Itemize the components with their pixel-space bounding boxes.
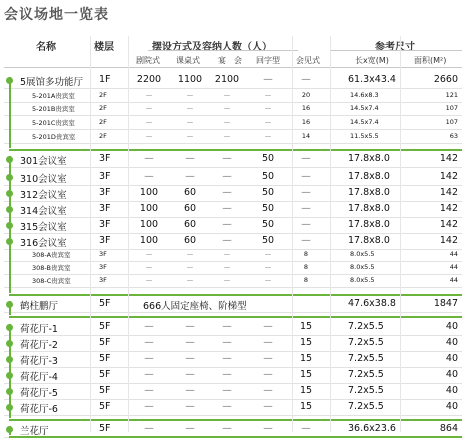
capacity-cell: —: [222, 235, 232, 246]
venue-floor: 3F: [99, 235, 111, 246]
venue-area: 142: [439, 171, 458, 182]
capacity-cell: —: [301, 235, 311, 246]
group-divider: [9, 294, 462, 296]
venue-floor: 3F: [99, 203, 111, 214]
row-divider: [4, 102, 462, 103]
column-divider: [292, 36, 293, 432]
capacity-cell: —: [223, 250, 231, 258]
capacity-cell: —: [144, 385, 154, 396]
row-divider: [4, 274, 462, 275]
row-divider: [4, 399, 462, 400]
venue-floor: 3F: [99, 263, 107, 271]
group-divider: [9, 419, 462, 421]
header-classroom: 课桌式: [176, 56, 200, 65]
capacity-cell: 100: [139, 219, 159, 230]
venue-name: 308-A贵宾室: [32, 251, 71, 259]
capacity-cell: —: [145, 118, 153, 126]
venue-name: 5展馆多功能厅: [20, 77, 84, 88]
row-divider: [4, 287, 462, 288]
capacity-cell: —: [185, 153, 195, 164]
header-floor: 楼层: [94, 42, 114, 53]
venue-size: 8.0x5.5: [350, 250, 375, 258]
row-divider: [4, 217, 462, 218]
capacity-cell: —: [186, 118, 194, 126]
capacity-cell: —: [301, 187, 311, 198]
venue-area: 40: [445, 385, 458, 396]
venue-floor: 5F: [99, 385, 111, 396]
venue-area: 44: [449, 250, 458, 258]
capacity-cell: —: [263, 385, 273, 396]
header-layout: 摆设方式及容纳人数（人）: [152, 42, 272, 53]
capacity-cell: —: [144, 401, 154, 412]
capacity-cell: 15: [299, 385, 313, 396]
header-reference: 参考尺寸: [375, 42, 415, 53]
capacity-cell: —: [222, 171, 232, 182]
capacity-cell: 50: [261, 219, 275, 230]
venue-floor: 2F: [99, 91, 107, 99]
capacity-cell: 20: [301, 91, 311, 99]
capacity-cell: —: [144, 171, 154, 182]
capacity-cell: —: [263, 353, 273, 364]
capacity-cell: 60: [183, 203, 197, 214]
capacity-cell: —: [145, 132, 153, 140]
group-bracket: [9, 77, 11, 148]
capacity-cell: —: [144, 423, 154, 434]
venue-name: 荷花厅-1: [20, 324, 58, 335]
venue-name: 兰花厅: [20, 426, 49, 437]
capacity-cell: —: [223, 132, 231, 140]
venue-name: 316会议室: [20, 238, 67, 249]
venue-name: 5-201A贵宾室: [32, 92, 75, 100]
capacity-cell: 50: [261, 235, 275, 246]
row-divider: [4, 351, 462, 352]
capacity-cell: 100: [139, 235, 159, 246]
capacity-cell: —: [144, 353, 154, 364]
capacity-cell: —: [222, 187, 232, 198]
venue-size: 11.5x5.5: [350, 132, 379, 140]
group-bracket: [9, 324, 11, 418]
capacity-cell: 15: [299, 401, 313, 412]
column-divider: [400, 36, 401, 432]
venue-size: 17.8x8.0: [348, 235, 390, 246]
capacity-cell: 50: [261, 203, 275, 214]
capacity-cell: —: [145, 104, 153, 112]
capacity-cell: —: [186, 132, 194, 140]
venue-name: 荷花厅-2: [20, 340, 58, 351]
capacity-cell: —: [222, 203, 232, 214]
capacity-cell: —: [185, 321, 195, 332]
header-ushape: 回字型: [256, 56, 280, 65]
venue-size: 17.8x8.0: [348, 171, 390, 182]
column-divider: [330, 36, 331, 432]
capacity-cell: —: [185, 337, 195, 348]
venue-size: 36.6x23.6: [348, 423, 396, 434]
header-theater: 剧院式: [136, 56, 160, 65]
capacity-cell: —: [301, 423, 311, 434]
capacity-cell: —: [263, 369, 273, 380]
group-divider: [9, 149, 462, 151]
venue-size: 14.6x8.3: [350, 91, 379, 99]
capacity-cell: —: [145, 263, 153, 271]
venue-floor: 2F: [99, 118, 107, 126]
capacity-cell: —: [223, 104, 231, 112]
venue-floor: 3F: [99, 171, 111, 182]
venue-size: 8.0x5.5: [350, 276, 375, 284]
capacity-cell: —: [263, 423, 273, 434]
capacity-cell: —: [223, 118, 231, 126]
venue-area: 44: [449, 263, 458, 271]
capacity-cell: 15: [299, 353, 313, 364]
venue-area: 142: [439, 153, 458, 164]
venue-name: 5-201B贵宾室: [32, 105, 75, 113]
group-bracket: [9, 156, 11, 293]
capacity-cell: —: [144, 153, 154, 164]
row-divider: [4, 367, 462, 368]
capacity-cell: —: [264, 91, 272, 99]
column-divider: [90, 36, 91, 432]
venue-area: 2660: [433, 74, 458, 85]
capacity-cell: 1100: [177, 74, 203, 85]
venue-area: 40: [445, 401, 458, 412]
capacity-cell: 8: [303, 276, 309, 284]
capacity-cell: —: [144, 337, 154, 348]
venue-name: 荷花厅-6: [20, 404, 58, 415]
row-divider: [4, 383, 462, 384]
header-area: 面积(M²): [414, 56, 447, 65]
capacity-cell: 2200: [136, 74, 162, 85]
capacity-cell: —: [222, 219, 232, 230]
capacity-cell: —: [264, 104, 272, 112]
capacity-cell: —: [145, 91, 153, 99]
capacity-cell: —: [222, 153, 232, 164]
capacity-cell: —: [263, 321, 273, 332]
row-divider: [4, 201, 462, 202]
capacity-cell: —: [264, 276, 272, 284]
venue-name: 鹤柱鹏厅: [20, 301, 59, 312]
capacity-cell: 15: [299, 337, 313, 348]
venue-floor: 2F: [99, 104, 107, 112]
capacity-cell: 50: [261, 187, 275, 198]
venue-area: 40: [445, 369, 458, 380]
capacity-cell: —: [144, 369, 154, 380]
venue-floor: 5F: [99, 401, 111, 412]
venue-size: 7.2x5.5: [348, 353, 384, 364]
capacity-cell: 8: [303, 263, 309, 271]
venue-size: 7.2x5.5: [348, 369, 384, 380]
venue-size: 17.8x8.0: [348, 219, 390, 230]
venue-name: 312会议室: [20, 190, 67, 201]
venue-name: 310会议室: [20, 174, 67, 185]
venue-area: 1847: [433, 298, 458, 309]
group-divider: [9, 316, 462, 318]
venue-area: 107: [445, 118, 458, 126]
venue-name: 315会议室: [20, 222, 67, 233]
capacity-cell: —: [223, 91, 231, 99]
capacity-cell: —: [185, 171, 195, 182]
venue-size: 8.0x5.5: [350, 263, 375, 271]
header-size: 长x宽(M): [355, 56, 389, 65]
venue-floor: 5F: [99, 353, 111, 364]
venue-floor: 5F: [99, 423, 111, 434]
venue-area: 142: [439, 203, 458, 214]
capacity-cell: —: [301, 171, 311, 182]
capacity-cell: —: [185, 385, 195, 396]
row-divider: [4, 143, 462, 144]
venue-floor: 3F: [99, 250, 107, 258]
venue-area: 63: [449, 132, 458, 140]
seating-note: 666人固定座椅、阶梯型: [143, 301, 247, 312]
venue-size: 7.2x5.5: [348, 321, 384, 332]
capacity-cell: —: [185, 401, 195, 412]
capacity-cell: —: [145, 276, 153, 284]
venue-area: 107: [445, 104, 458, 112]
row-divider: [4, 312, 462, 313]
venue-size: 7.2x5.5: [348, 401, 384, 412]
capacity-cell: —: [145, 250, 153, 258]
venue-area: 40: [445, 321, 458, 332]
header-meeting: 会见式: [296, 56, 320, 65]
group-bracket: [9, 426, 11, 435]
group-bracket: [9, 301, 11, 315]
capacity-cell: —: [264, 263, 272, 271]
row-divider: [4, 233, 462, 234]
venue-area: 142: [439, 219, 458, 230]
capacity-cell: 50: [261, 171, 275, 182]
venue-size: 17.8x8.0: [348, 187, 390, 198]
venue-name: 301会议室: [20, 156, 67, 167]
capacity-cell: —: [263, 337, 273, 348]
column-divider: [128, 36, 129, 432]
venue-area: 142: [439, 235, 458, 246]
capacity-cell: —: [222, 337, 232, 348]
capacity-cell: 60: [183, 219, 197, 230]
venue-area: 142: [439, 187, 458, 198]
capacity-cell: —: [263, 74, 273, 85]
venue-name: 314会议室: [20, 206, 67, 217]
row-divider: [4, 115, 462, 116]
capacity-cell: —: [186, 104, 194, 112]
capacity-cell: —: [185, 353, 195, 364]
capacity-cell: 15: [299, 321, 313, 332]
row-divider: [4, 335, 462, 336]
venue-name: 308-B贵宾室: [32, 264, 71, 272]
venue-floor: 5F: [99, 321, 111, 332]
venue-floor: 5F: [99, 369, 111, 380]
venue-name: 荷花厅-3: [20, 356, 58, 367]
capacity-cell: —: [144, 321, 154, 332]
venue-floor: 5F: [99, 337, 111, 348]
capacity-cell: —: [301, 203, 311, 214]
venue-size: 61.3x43.4: [348, 74, 396, 85]
venue-size: 7.2x5.5: [348, 385, 384, 396]
capacity-cell: —: [222, 401, 232, 412]
row-divider: [4, 129, 462, 130]
capacity-cell: 2100: [214, 74, 240, 85]
venue-floor: 1F: [99, 74, 111, 85]
capacity-cell: 8: [303, 250, 309, 258]
venue-name: 荷花厅-5: [20, 388, 58, 399]
header-banquet: 宴 会: [218, 56, 242, 65]
capacity-cell: —: [264, 118, 272, 126]
capacity-cell: 16: [301, 118, 311, 126]
page-title: 会议场地一览表: [4, 7, 109, 23]
row-divider: [4, 261, 462, 262]
venue-size: 47.6x38.8: [348, 298, 396, 309]
capacity-cell: —: [185, 423, 195, 434]
venue-name: 荷花厅-4: [20, 372, 58, 383]
capacity-cell: 100: [139, 203, 159, 214]
venue-floor: 3F: [99, 187, 111, 198]
venue-floor: 3F: [99, 276, 107, 284]
row-divider: [4, 88, 462, 89]
venue-size: 7.2x5.5: [348, 337, 384, 348]
venue-name: 5-201C贵宾室: [32, 119, 75, 127]
capacity-cell: —: [222, 369, 232, 380]
capacity-cell: —: [301, 219, 311, 230]
capacity-cell: 60: [183, 187, 197, 198]
venue-area: 864: [439, 423, 458, 434]
capacity-cell: —: [301, 153, 311, 164]
capacity-cell: —: [263, 401, 273, 412]
venue-name: 5-201D贵宾室: [32, 133, 76, 141]
capacity-cell: —: [223, 276, 231, 284]
capacity-cell: 16: [301, 104, 311, 112]
capacity-cell: —: [301, 74, 311, 85]
venue-floor: 5F: [99, 298, 111, 309]
venue-size: 17.8x8.0: [348, 203, 390, 214]
venue-size: 14.5x7.4: [350, 104, 379, 112]
venue-size: 14.5x7.4: [350, 118, 379, 126]
capacity-cell: —: [186, 250, 194, 258]
venue-floor: 2F: [99, 132, 107, 140]
capacity-cell: —: [222, 321, 232, 332]
venue-area: 40: [445, 337, 458, 348]
capacity-cell: —: [264, 250, 272, 258]
capacity-cell: —: [222, 423, 232, 434]
row-divider: [4, 167, 462, 168]
venue-area: 44: [449, 276, 458, 284]
row-divider: [4, 185, 462, 186]
row-divider: [4, 415, 462, 416]
capacity-cell: —: [186, 91, 194, 99]
capacity-cell: 14: [301, 132, 311, 140]
capacity-cell: 50: [261, 153, 275, 164]
venue-size: 17.8x8.0: [348, 153, 390, 164]
capacity-cell: —: [223, 263, 231, 271]
capacity-cell: 15: [299, 369, 313, 380]
venue-area: 40: [445, 353, 458, 364]
capacity-cell: —: [186, 276, 194, 284]
venue-name: 308-C贵宾室: [32, 277, 71, 285]
capacity-cell: 100: [139, 187, 159, 198]
capacity-cell: —: [222, 353, 232, 364]
capacity-cell: —: [185, 369, 195, 380]
capacity-cell: —: [264, 132, 272, 140]
venue-area: 121: [445, 91, 458, 99]
capacity-cell: —: [222, 385, 232, 396]
venue-floor: 3F: [99, 153, 111, 164]
header-name: 名称: [36, 42, 56, 53]
venue-floor: 3F: [99, 219, 111, 230]
capacity-cell: —: [186, 263, 194, 271]
capacity-cell: 60: [183, 235, 197, 246]
